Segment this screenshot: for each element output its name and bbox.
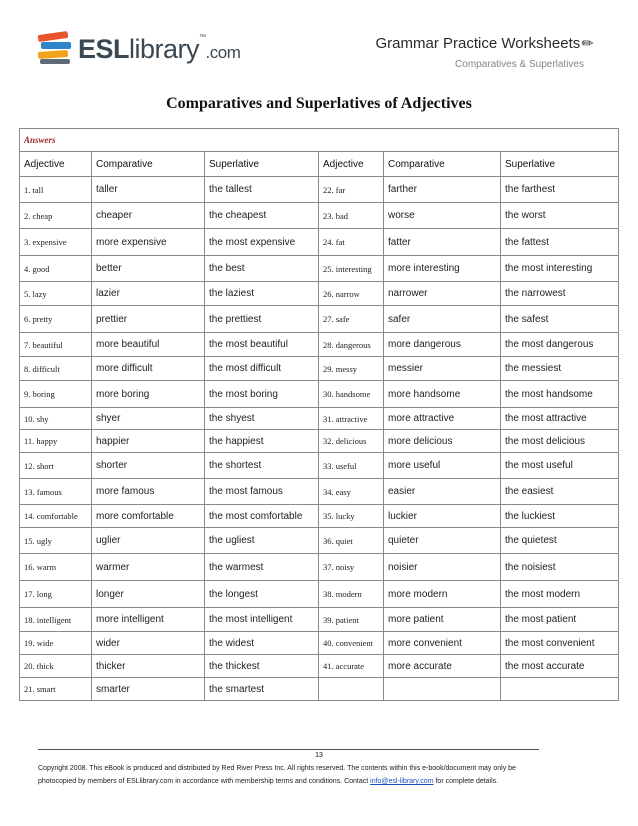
comparative-cell: more attractive (384, 408, 501, 430)
column-header: Superlative (205, 152, 319, 177)
superlative-cell: the most interesting (501, 256, 619, 282)
superlative-cell: the ugliest (205, 528, 319, 554)
comparative-cell: more comfortable (92, 505, 205, 528)
adjective-cell: 9. boring (20, 381, 92, 408)
comparative-cell: uglier (92, 528, 205, 554)
adjective-cell: 34. easy (319, 479, 384, 505)
comparative-cell: prettier (92, 306, 205, 333)
comparative-cell: thicker (92, 655, 205, 678)
adjective-cell: 38. modern (319, 581, 384, 608)
adjective-cell: 10. shy (20, 408, 92, 430)
table-row (20, 306, 619, 333)
column-header: Superlative (501, 152, 619, 177)
adjective-cell: 36. quiet (319, 528, 384, 554)
superlative-cell: the smartest (205, 678, 319, 701)
superlative-cell: the widest (205, 632, 319, 655)
superlative-cell: the shyest (205, 408, 319, 430)
copyright-notice: Copyright 2008. This eBook is produced and distributed by Red River Press Inc. All rights reserved. The contents within this e-book/document may only be photocopied by members of ESLlibrary.com in accordance with membership terms and conditions. Contact info@esl-library.com for complete details. (38, 765, 516, 785)
adjective-cell: 4. good (20, 256, 92, 282)
table-row (20, 177, 619, 203)
comparative-cell: more dangerous (384, 333, 501, 357)
adjective-cell: 1. tall (20, 177, 92, 203)
comparative-cell: more handsome (384, 381, 501, 408)
adjective-cell: 28. dangerous (319, 333, 384, 357)
superlative-cell: the safest (501, 306, 619, 333)
table-row (20, 505, 619, 528)
superlative-cell (501, 678, 619, 701)
table-row (20, 608, 619, 632)
superlative-cell: the most dangerous (501, 333, 619, 357)
superlative-cell: the most beautiful (205, 333, 319, 357)
adjective-cell: 37. noisy (319, 554, 384, 581)
worksheet-topic: Comparatives & Superlatives (455, 59, 584, 70)
comparative-cell: warmer (92, 554, 205, 581)
superlative-cell: the most modern (501, 581, 619, 608)
superlative-cell: the noisiest (501, 554, 619, 581)
superlative-cell: the most difficult (205, 357, 319, 381)
superlative-cell: the most patient (501, 608, 619, 632)
adjective-cell: 33. useful (319, 453, 384, 479)
table-row (20, 282, 619, 306)
adjective-cell: 22. far (319, 177, 384, 203)
superlative-cell: the narrowest (501, 282, 619, 306)
superlative-cell: the most boring (205, 381, 319, 408)
comparative-cell: easier (384, 479, 501, 505)
superlative-cell: the best (205, 256, 319, 282)
comparative-cell: more patient (384, 608, 501, 632)
adjective-cell: 23. bad (319, 203, 384, 229)
superlative-cell: the worst (501, 203, 619, 229)
adjective-cell: 12. short (20, 453, 92, 479)
comparative-cell: more famous (92, 479, 205, 505)
adjective-cell: 6. pretty (20, 306, 92, 333)
adjective-cell: 11. happy (20, 430, 92, 453)
adjective-cell: 2. cheap (20, 203, 92, 229)
superlative-cell: the warmest (205, 554, 319, 581)
superlative-cell: the happiest (205, 430, 319, 453)
superlative-cell: the longest (205, 581, 319, 608)
table-row (20, 408, 619, 430)
comparative-cell: quieter (384, 528, 501, 554)
adjective-cell: 3. expensive (20, 229, 92, 256)
adjective-cell: 24. fat (319, 229, 384, 256)
superlative-cell: the cheapest (205, 203, 319, 229)
adjective-cell: 32. delicious (319, 430, 384, 453)
table-row (20, 203, 619, 229)
comparative-cell: more interesting (384, 256, 501, 282)
adjective-cell: 18. intelligent (20, 608, 92, 632)
superlative-cell: the most delicious (501, 430, 619, 453)
logo-wordmark: ESLlibrary™.com (78, 34, 241, 64)
worksheet-series-title: Grammar Practice Worksheets✎ (375, 33, 598, 53)
answers-table (19, 128, 619, 701)
superlative-cell: the quietest (501, 528, 619, 554)
comparative-cell: noisier (384, 554, 501, 581)
column-header: Comparative (384, 152, 501, 177)
superlative-cell: the most comfortable (205, 505, 319, 528)
superlative-cell: the most useful (501, 453, 619, 479)
comparative-cell: safer (384, 306, 501, 333)
answers-label: Answers (20, 129, 619, 152)
adjective-cell: 15. ugly (20, 528, 92, 554)
answers-label-row (20, 129, 619, 152)
adjective-cell: 17. long (20, 581, 92, 608)
adjective-cell: 41. accurate (319, 655, 384, 678)
comparative-cell: happier (92, 430, 205, 453)
superlative-cell: the farthest (501, 177, 619, 203)
comparative-cell: messier (384, 357, 501, 381)
comparative-cell (384, 678, 501, 701)
adjective-cell: 29. messy (319, 357, 384, 381)
superlative-cell: the fattest (501, 229, 619, 256)
table-row (20, 632, 619, 655)
table-row (20, 229, 619, 256)
contact-email-link[interactable]: info@esl-library.com (370, 778, 434, 785)
comparative-cell: narrower (384, 282, 501, 306)
adjective-cell: 16. warm (20, 554, 92, 581)
adjective-cell: 31. attractive (319, 408, 384, 430)
comparative-cell: smarter (92, 678, 205, 701)
comparative-cell: more convenient (384, 632, 501, 655)
adjective-cell: 14. comfortable (20, 505, 92, 528)
comparative-cell: shorter (92, 453, 205, 479)
comparative-cell: fatter (384, 229, 501, 256)
comparative-cell: farther (384, 177, 501, 203)
table-row (20, 256, 619, 282)
table-row (20, 453, 619, 479)
comparative-cell: cheaper (92, 203, 205, 229)
superlative-cell: the prettiest (205, 306, 319, 333)
comparative-cell: more accurate (384, 655, 501, 678)
column-header: Adjective (20, 152, 92, 177)
page-title: Comparatives and Superlatives of Adjectives (166, 95, 472, 112)
adjective-cell (319, 678, 384, 701)
superlative-cell: the shortest (205, 453, 319, 479)
table-header-row (20, 152, 619, 177)
comparative-cell: shyer (92, 408, 205, 430)
superlative-cell: the most attractive (501, 408, 619, 430)
superlative-cell: the tallest (205, 177, 319, 203)
comparative-cell: lazier (92, 282, 205, 306)
adjective-cell: 30. handsome (319, 381, 384, 408)
superlative-cell: the most convenient (501, 632, 619, 655)
adjective-cell: 7. beautiful (20, 333, 92, 357)
pencil-icon: ✎ (577, 33, 598, 53)
superlative-cell: the thickest (205, 655, 319, 678)
table-row (20, 655, 619, 678)
comparative-cell: more useful (384, 453, 501, 479)
page-number: 13 (315, 752, 323, 759)
esl-library-logo (38, 30, 241, 72)
adjective-cell: 26. narrow (319, 282, 384, 306)
table-row (20, 678, 619, 701)
page-header (0, 0, 638, 80)
adjective-cell: 5. lazy (20, 282, 92, 306)
comparative-cell: taller (92, 177, 205, 203)
adjective-cell: 20. thick (20, 655, 92, 678)
comparative-cell: more boring (92, 381, 205, 408)
adjective-cell: 25. interesting (319, 256, 384, 282)
superlative-cell: the most famous (205, 479, 319, 505)
comparative-cell: longer (92, 581, 205, 608)
superlative-cell: the most handsome (501, 381, 619, 408)
comparative-cell: worse (384, 203, 501, 229)
adjective-cell: 13. famous (20, 479, 92, 505)
comparative-cell: luckier (384, 505, 501, 528)
table-row (20, 479, 619, 505)
table-row (20, 581, 619, 608)
superlative-cell: the most intelligent (205, 608, 319, 632)
comparative-cell: more beautiful (92, 333, 205, 357)
table-row (20, 357, 619, 381)
superlative-cell: the luckiest (501, 505, 619, 528)
adjective-cell: 27. safe (319, 306, 384, 333)
table-row (20, 381, 619, 408)
superlative-cell: the messiest (501, 357, 619, 381)
books-icon (38, 30, 74, 66)
superlative-cell: the easiest (501, 479, 619, 505)
superlative-cell: the most expensive (205, 229, 319, 256)
comparative-cell: more delicious (384, 430, 501, 453)
table-row (20, 333, 619, 357)
comparative-cell: better (92, 256, 205, 282)
comparative-cell: more intelligent (92, 608, 205, 632)
table-row (20, 554, 619, 581)
column-header: Adjective (319, 152, 384, 177)
superlative-cell: the laziest (205, 282, 319, 306)
adjective-cell: 40. convenient (319, 632, 384, 655)
table-row (20, 528, 619, 554)
comparative-cell: wider (92, 632, 205, 655)
comparative-cell: more expensive (92, 229, 205, 256)
adjective-cell: 35. lucky (319, 505, 384, 528)
comparative-cell: more modern (384, 581, 501, 608)
comparative-cell: more difficult (92, 357, 205, 381)
table-row (20, 430, 619, 453)
footer-divider (38, 749, 539, 750)
adjective-cell: 39. patient (319, 608, 384, 632)
adjective-cell: 8. difficult (20, 357, 92, 381)
column-header: Comparative (92, 152, 205, 177)
adjective-cell: 21. smart (20, 678, 92, 701)
superlative-cell: the most accurate (501, 655, 619, 678)
adjective-cell: 19. wide (20, 632, 92, 655)
